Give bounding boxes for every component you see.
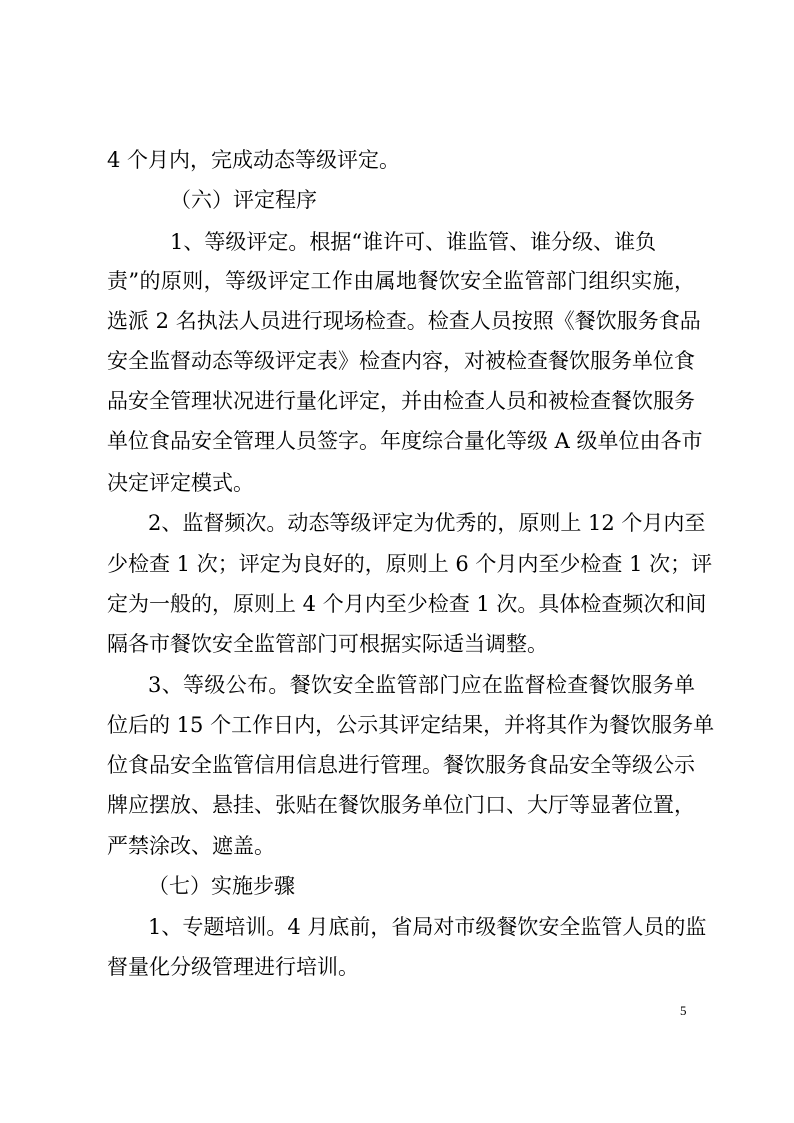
body-text-line: 3、等级公布。餐饮安全监管部门应在监督检查餐饮服务单	[148, 673, 695, 697]
body-text-line: 选派 2 名执法人员进行现场检查。检查人员按照《餐饮服务食品	[107, 309, 701, 333]
body-text-line: 品安全管理状况进行量化评定，并由检查人员和被检查餐饮服务	[107, 389, 695, 413]
body-text-line: 少检查 1 次；评定为良好的，原则上 6 个月内至少检查 1 次；评	[107, 552, 713, 576]
body-text-line: 2、监督频次。动态等级评定为优秀的，原则上 12 个月内至	[148, 511, 706, 535]
body-text-line: 决定评定模式。	[107, 471, 254, 495]
section-heading: （六）评定程序	[170, 188, 317, 212]
body-text-line: 1、等级评定。根据“谁许可、谁监管、谁分级、谁负	[170, 230, 657, 254]
body-text-line: 责”的原则，等级评定工作由属地餐饮安全监管部门组织实施，	[107, 269, 695, 293]
body-text-line: 1、专题培训。4 月底前，省局对市级餐饮安全监管人员的监	[148, 915, 707, 939]
body-text-line: 严禁涂改、遮盖。	[107, 834, 275, 858]
page-number: 5	[680, 1003, 687, 1018]
body-text-line: 牌应摆放、悬挂、张贴在餐饮服务单位门口、大厅等显著位置，	[107, 793, 695, 817]
section-heading: （七）实施步骤	[148, 874, 295, 898]
body-text-line: 督量化分级管理进行培训。	[107, 955, 359, 979]
body-text-line: 位食品安全监管信用信息进行管理。餐饮服务食品安全等级公示	[107, 753, 695, 777]
body-text-line: 定为一般的，原则上 4 个月内至少检查 1 次。具体检查频次和间	[107, 592, 707, 616]
body-text-line: 位后的 15 个工作日内，公示其评定结果，并将其作为餐饮服务单	[107, 713, 715, 737]
body-text-line: 隔各市餐饮安全监管部门可根据实际适当调整。	[107, 632, 548, 656]
body-text-line: 4 个月内，完成动态等级评定。	[107, 148, 401, 172]
body-text-line: 安全监督动态等级评定表》检查内容，对被检查餐饮服务单位食	[107, 349, 695, 373]
body-text-line: 单位食品安全管理人员签字。年度综合量化等级 A 级单位由各市	[107, 429, 703, 453]
